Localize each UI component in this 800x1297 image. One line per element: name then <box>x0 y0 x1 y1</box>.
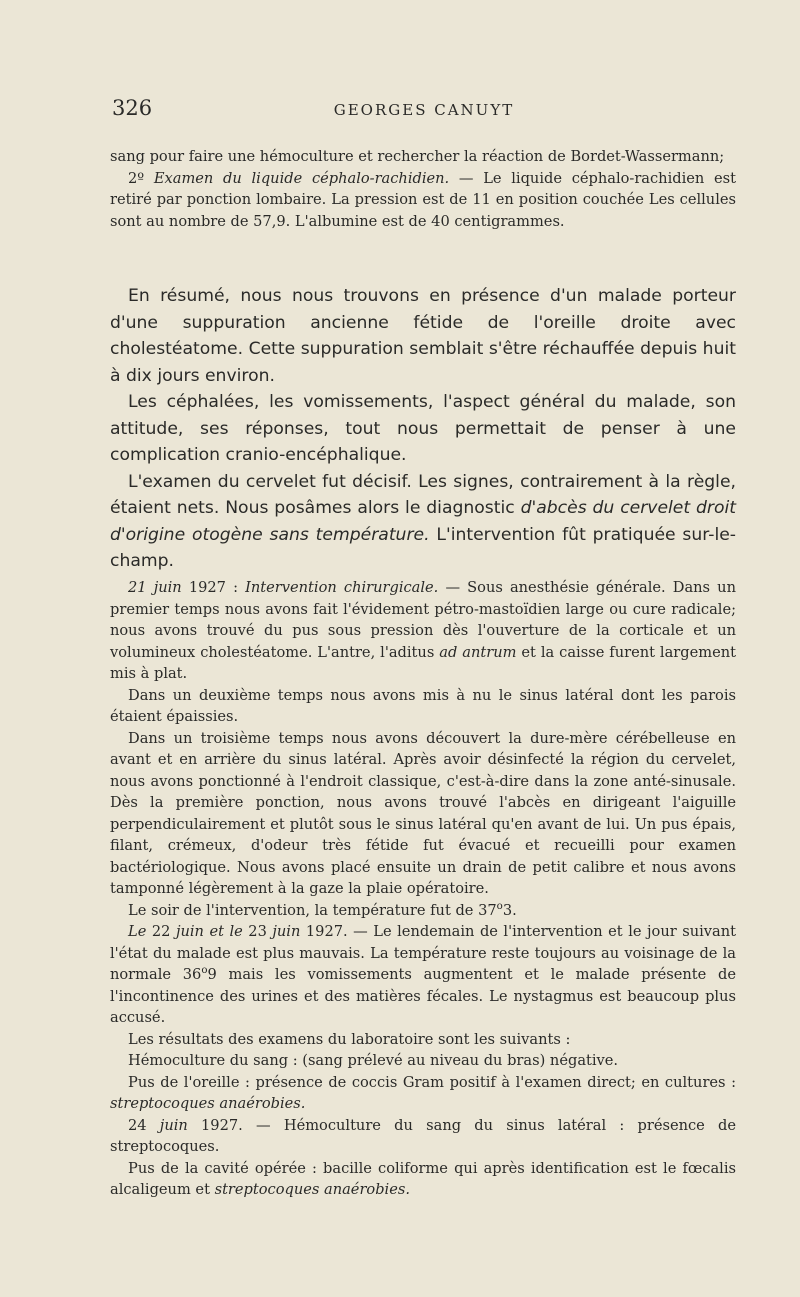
paragraph-second-time: Dans un deuxième temps nous avons mis à nu le sinus latéral dont les parois étaient épaissies. <box>110 686 736 725</box>
paragraph-liquide: 2º Examen du liquide céphalo-rachidien. — Le liquide céphalo-rachidien est retiré par ponction lombaire. La pression est de 11 en position couchée Les cellules sont au nombre de 57,9. L'albumine est de 40 centigrammes. <box>110 169 736 230</box>
paragraph-third-time: Dans un troisième temps nous avons découvert la dure-mère cérébelleuse en avant et en arrière du sinus latéral. Après avoir désinfecté la région du cervelet, nous avons ponctionné à l'endroit classique, c'est-à-dire dans la zone anté-sinusale. Dès la première ponction, nous avons trouvé l'abcès en dirigeant l'aiguille perpendiculairement et plutôt sous le sinus latéral qu'en avant de lui. Un pus épais, filant, crémeux, d'odeur très fétide fut évacué et recueilli pour examen bactériologique. Nous avons placé ensuite un drain de petit calibre et nous avons tamponné légèrement à la gaze la plaie opératoire. <box>110 729 736 897</box>
page-number: 326 <box>112 96 153 120</box>
intro-section <box>110 146 736 232</box>
paragraph-wassermann: sang pour faire une hémoculture et rechercher la réaction de Bordet-Wassermann; <box>110 148 725 165</box>
summary-section <box>110 283 736 575</box>
paragraph-cavity-pus: Pus de la cavité opérée : bacille coliforme qui après identification est le fœcalis alcaligeum et streptocoques anaérobies. <box>110 1159 736 1198</box>
operation-section <box>110 577 736 1201</box>
page-header <box>112 96 736 126</box>
paragraph-22-23-june: Le 22 juin et le 23 juin 1927. — Le lendemain de l'intervention et le jour suivant l'état du malade est plus mauvais. La température reste toujours au voisinage de la normale 36$^o$9 mais les vomissements augmentent et le malade présente de l'incontinence des urines et des matières fécales. Le nystagmus est beaucoup plus accusé. <box>110 923 736 1026</box>
running-title: GEORGES CANUYT <box>333 101 515 119</box>
paragraph-24-june: 24 juin 1927. — Hémoculture du sang du sinus latéral : présence de streptocoques. <box>110 1116 736 1155</box>
paragraph-lab-results: Les résultats des examens du laboratoire sont les suivants : <box>128 1030 571 1048</box>
paragraph-hemoculture: Hémoculture du sang : (sang prélevé au niveau du bras) négative. <box>128 1052 619 1069</box>
summary-paragraph-2: Les céphalées, les vomissements, l'aspect général du malade, son attitude, ses réponses, tout nous permettait de penser à une complication cranio-encéphalique. <box>110 392 736 465</box>
paragraph-intervention: 21 juin 1927 : Intervention chirurgicale. — Sous anesthésie générale. Dans un premier temps nous avons fait l'évidement pétro-mastoïdien large ou cure radicale; nous avons trouvé du pus sous pression dès l'ouverture de la corticale et un volumineux cholestéatome. L'antre, l'aditus ad antrum et la caisse furent largement mis à plat. <box>110 579 736 682</box>
paragraph-ear-pus: Pus de l'oreille : présence de coccis Gram positif à l'examen direct; en cultures : streptocoques anaérobies. <box>110 1073 736 1112</box>
summary-paragraph-3: L'examen du cervelet fut décisif. Les signes, contrairement à la règle, étaient nets. Nous posâmes alors le diagnostic d'abcès du cervelet droit d'origine otogène sans température. L'intervention fût pratiquée sur-le-champ. <box>110 471 736 571</box>
summary-paragraph-1: En résumé, nous nous trouvons en présence d'un malade porteur d'une suppuration ancienne fétide de l'oreille droite avec cholestéatome. Cette suppuration semblait s'être réchauffée depuis huit à dix jours environ. <box>110 286 736 386</box>
paragraph-temperature: Le soir de l'intervention, la température fut de 37$^o$3. <box>128 900 517 919</box>
